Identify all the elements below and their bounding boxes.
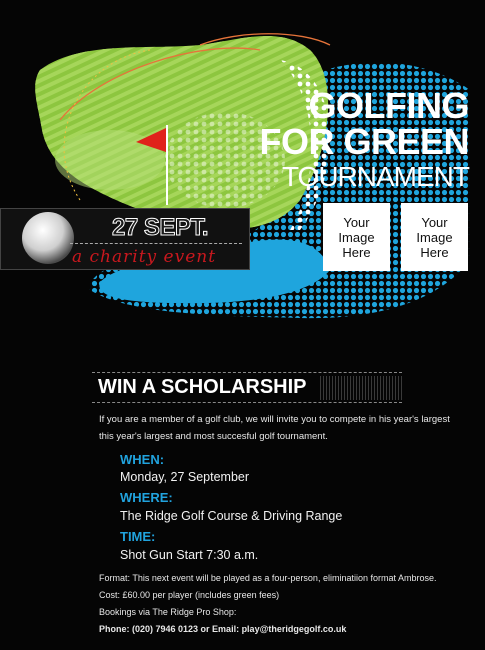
format-text: Format: This next event will be played as a four-person, eliminatiion format Ambrose. [99, 573, 437, 583]
title-line-1: GOLFING [308, 85, 469, 126]
where-label: WHERE: [120, 490, 173, 505]
when-label: WHEN: [120, 452, 165, 467]
section-heading: WIN A SCHOLARSHIP [98, 376, 307, 398]
date-divider [70, 243, 242, 244]
title-line-2: FOR GREEN [259, 121, 469, 162]
event-date: 27 SEPT. [112, 214, 209, 241]
section-stripes-decoration [320, 376, 402, 400]
image-placeholder-1[interactable]: Your Image Here [323, 203, 390, 271]
where-value: The Ridge Golf Course & Driving Range [120, 509, 343, 523]
event-tagline: a charity event [72, 247, 217, 267]
time-label: TIME: [120, 529, 156, 544]
cost-text: Cost: £60.00 per player (includes green fees) [99, 590, 280, 600]
title-line-3: TOURNAMENT [281, 161, 469, 192]
time-value: Shot Gun Start 7:30 a.m. [120, 548, 259, 562]
intro-line-1: If you are a member of a golf club, we will invite you to compete in his year's largest [99, 414, 450, 425]
golf-ball-icon [20, 210, 76, 266]
section-divider-top [92, 372, 402, 373]
section-divider-bottom [92, 402, 402, 403]
when-value: Monday, 27 September [120, 470, 250, 484]
contact-text[interactable]: Phone: (020) 7946 0123 or Email: play@theridgegolf.co.uk [99, 624, 347, 634]
intro-line-2: this year's largest and most succesful golf tournament. [99, 431, 328, 442]
bookings-text: Bookings via The Ridge Pro Shop: [99, 607, 237, 617]
image-placeholder-2[interactable]: Your Image Here [401, 203, 468, 271]
